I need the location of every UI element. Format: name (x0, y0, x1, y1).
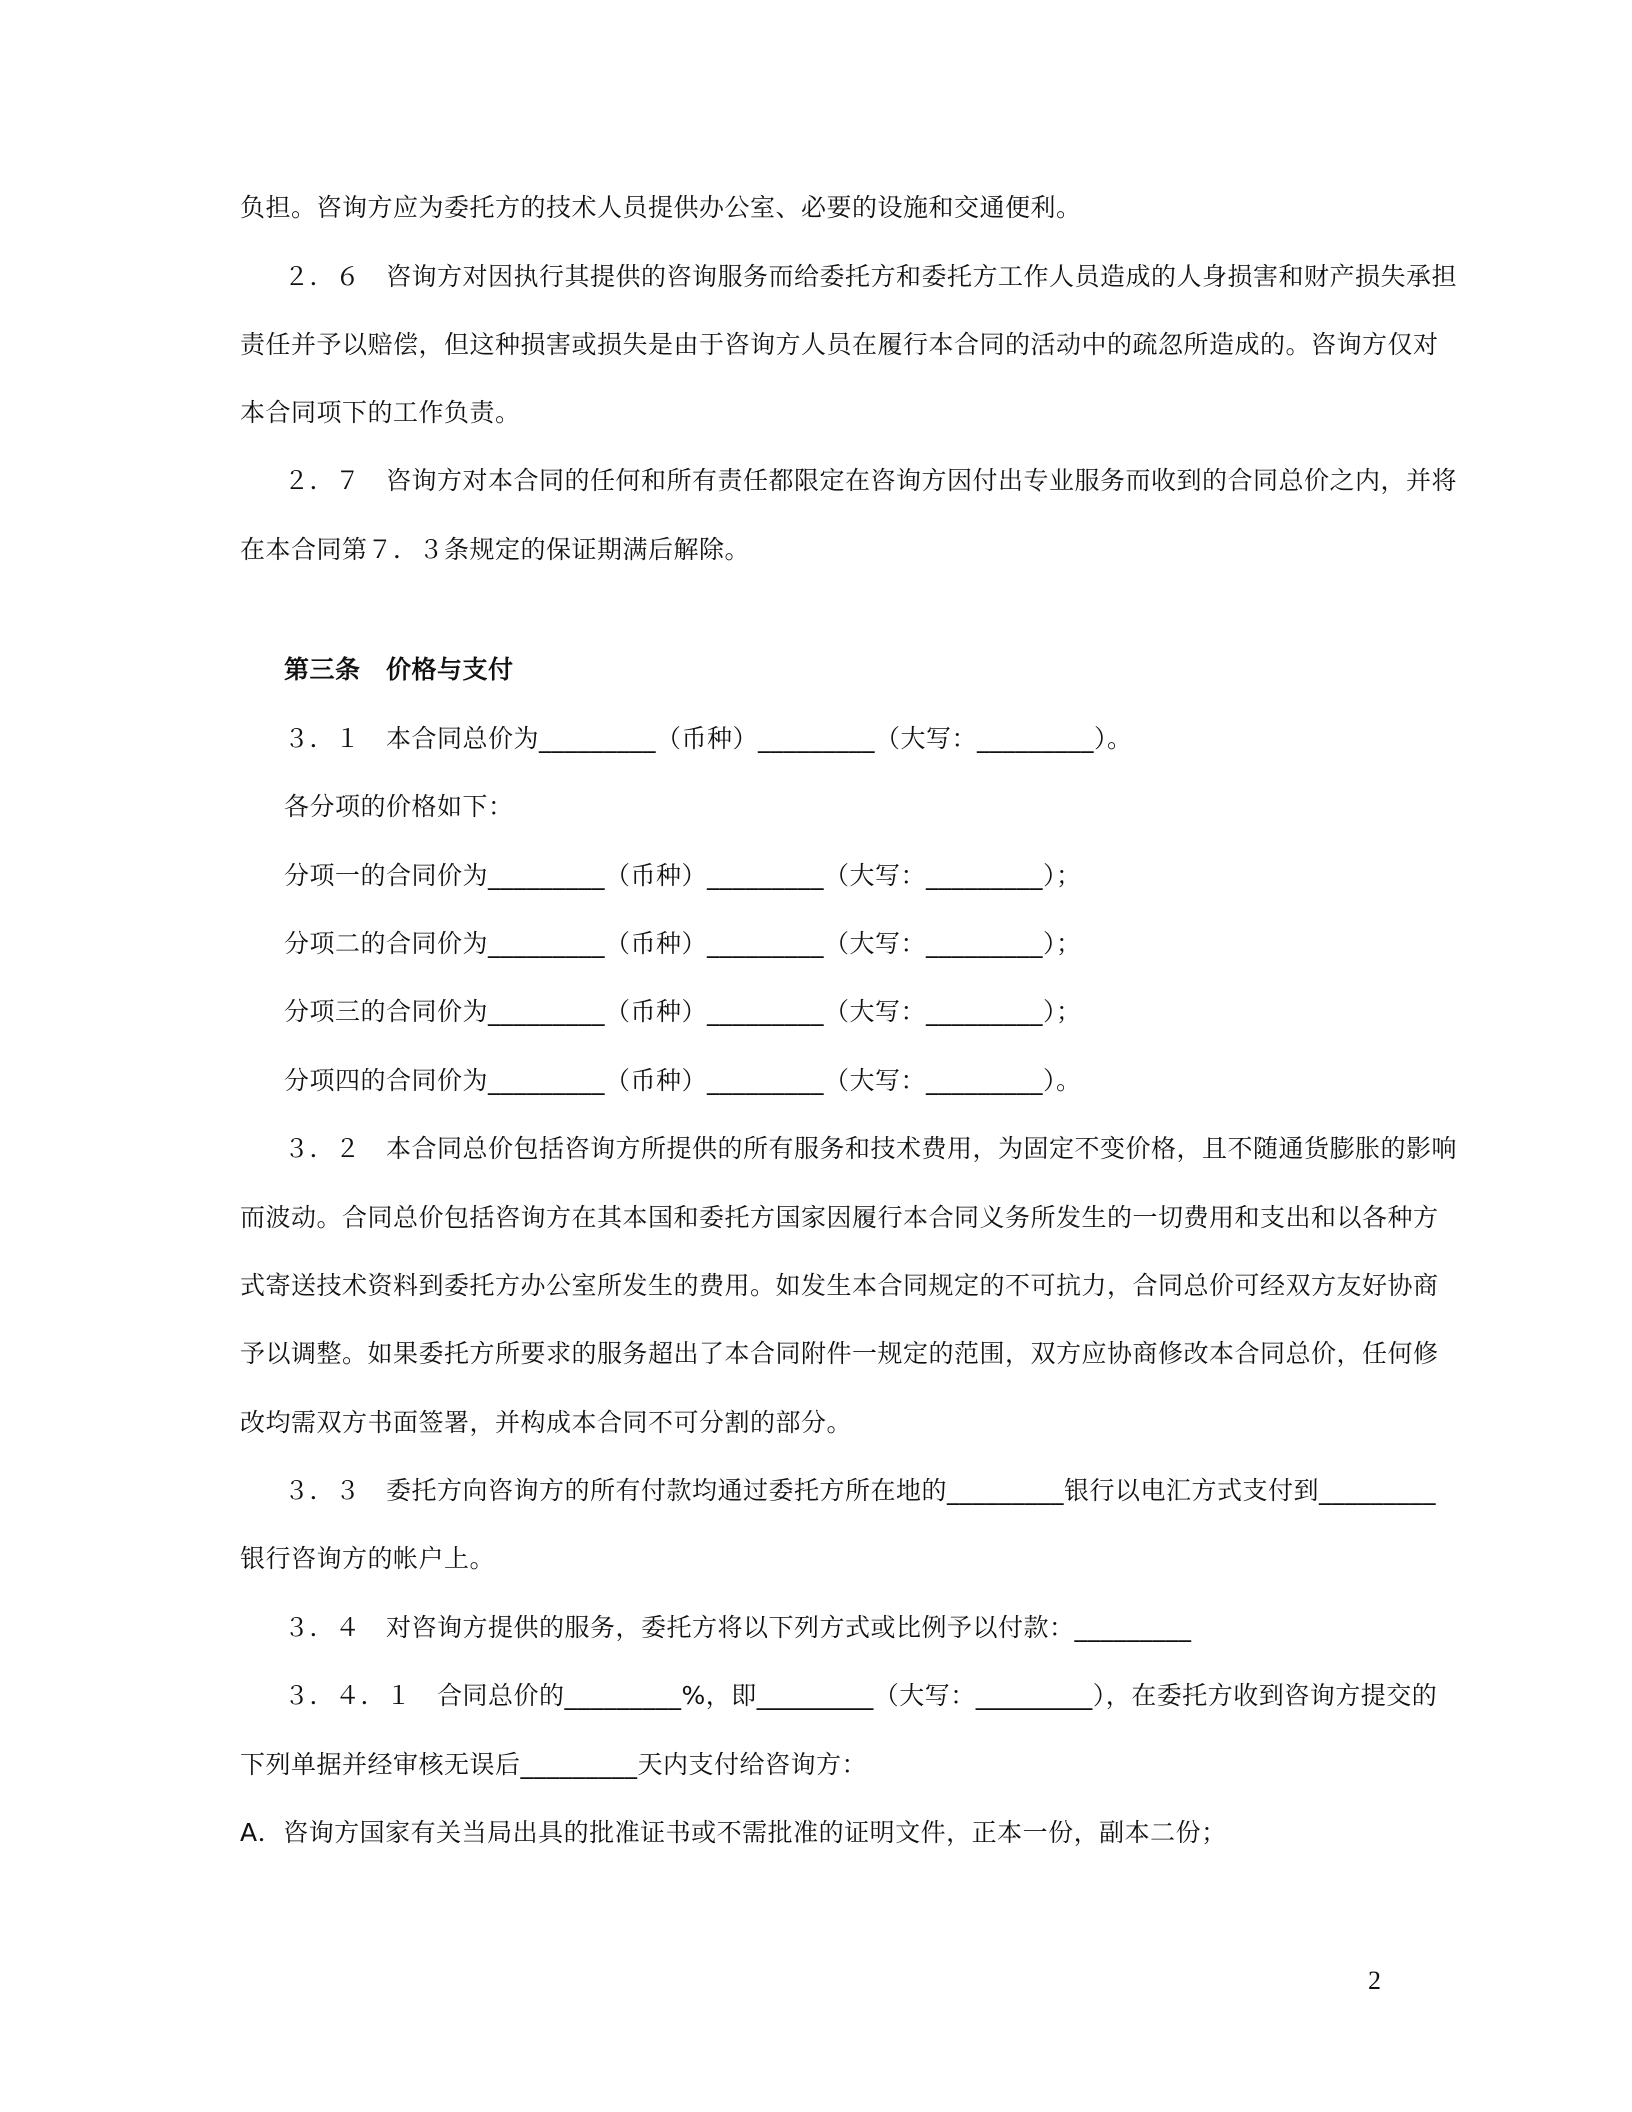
clause-3-1: ３．１ 本合同总价为_________（币种）_________（大写：_________）。 (284, 724, 1133, 753)
text-line: 下列单据并经审核无误后_________天内支付给咨询方： (240, 1750, 868, 1779)
clause-2-7: ２．７ 咨询方对本合同的任何和所有责任都限定在咨询方因付出专业服务而收到的合同总价之内，并将 (284, 466, 1458, 495)
text-line: 而波动。合同总价包括咨询方在其本国和委托方国家因履行本合同义务所发生的一切费用和支出和以各种方 (240, 1203, 1439, 1232)
list-item-a: A．咨询方国家有关当局出具的批准证书或不需批准的证明文件，正本一份，副本二份； (240, 1818, 1227, 1847)
clause-3-4-1: ３．４．１ 合同总价的_________%，即_________（大写：_________），在委托方收到咨询方提交的 (284, 1681, 1438, 1710)
clause-2-6: ２．６ 咨询方对因执行其提供的咨询服务而给委托方和委托方工作人员造成的人身损害和财产损失承担 (284, 262, 1458, 291)
text-line: 式寄送技术资料到委托方办公室所发生的费用。如发生本合同规定的不可抗力，合同总价可经双方友好协商 (240, 1271, 1439, 1300)
item-price-line: 分项四的合同价为_________（币种）_________（大写：_________）。 (284, 1066, 1082, 1095)
clause-3-2: ３．２ 本合同总价包括咨询方所提供的所有服务和技术费用，为固定不变价格，且不随通货膨胀的影响 (284, 1134, 1458, 1163)
text-line: 本合同项下的工作负责。 (240, 398, 521, 427)
section-heading: 第三条 价格与支付 (284, 655, 514, 684)
text-line: 各分项的价格如下： (284, 792, 514, 821)
clause-3-3: ３．３ 委托方向咨询方的所有付款均通过委托方所在地的_________银行以电汇方式支付到_________ (284, 1476, 1437, 1505)
text-line: 银行咨询方的帐户上。 (240, 1544, 496, 1573)
clause-3-4: ３．４ 对咨询方提供的服务，委托方将以下列方式或比例予以付款：_________ (284, 1613, 1192, 1642)
text-line: 责任并予以赔偿，但这种损害或损失是由于咨询方人员在履行本合同的活动中的疏忽所造成的。咨询方仅对 (240, 330, 1439, 359)
text-line: 改均需双方书面签署，并构成本合同不可分割的部分。 (240, 1408, 853, 1437)
text-line: 在本合同第７．３条规定的保证期满后解除。 (240, 535, 751, 564)
item-price-line: 分项一的合同价为_________（币种）_________（大写：_________）； (284, 861, 1082, 890)
page-number: 2 (1368, 1966, 1381, 1995)
item-price-line: 分项二的合同价为_________（币种）_________（大写：_________）； (284, 929, 1082, 958)
text-line: 予以调整。如果委托方所要求的服务超出了本合同附件一规定的范围，双方应协商修改本合同总价，任何修 (240, 1339, 1439, 1368)
item-price-line: 分项三的合同价为_________（币种）_________（大写：_________）； (284, 997, 1082, 1026)
text-line: 负担。咨询方应为委托方的技术人员提供办公室、必要的设施和交通便利。 (240, 193, 1082, 222)
